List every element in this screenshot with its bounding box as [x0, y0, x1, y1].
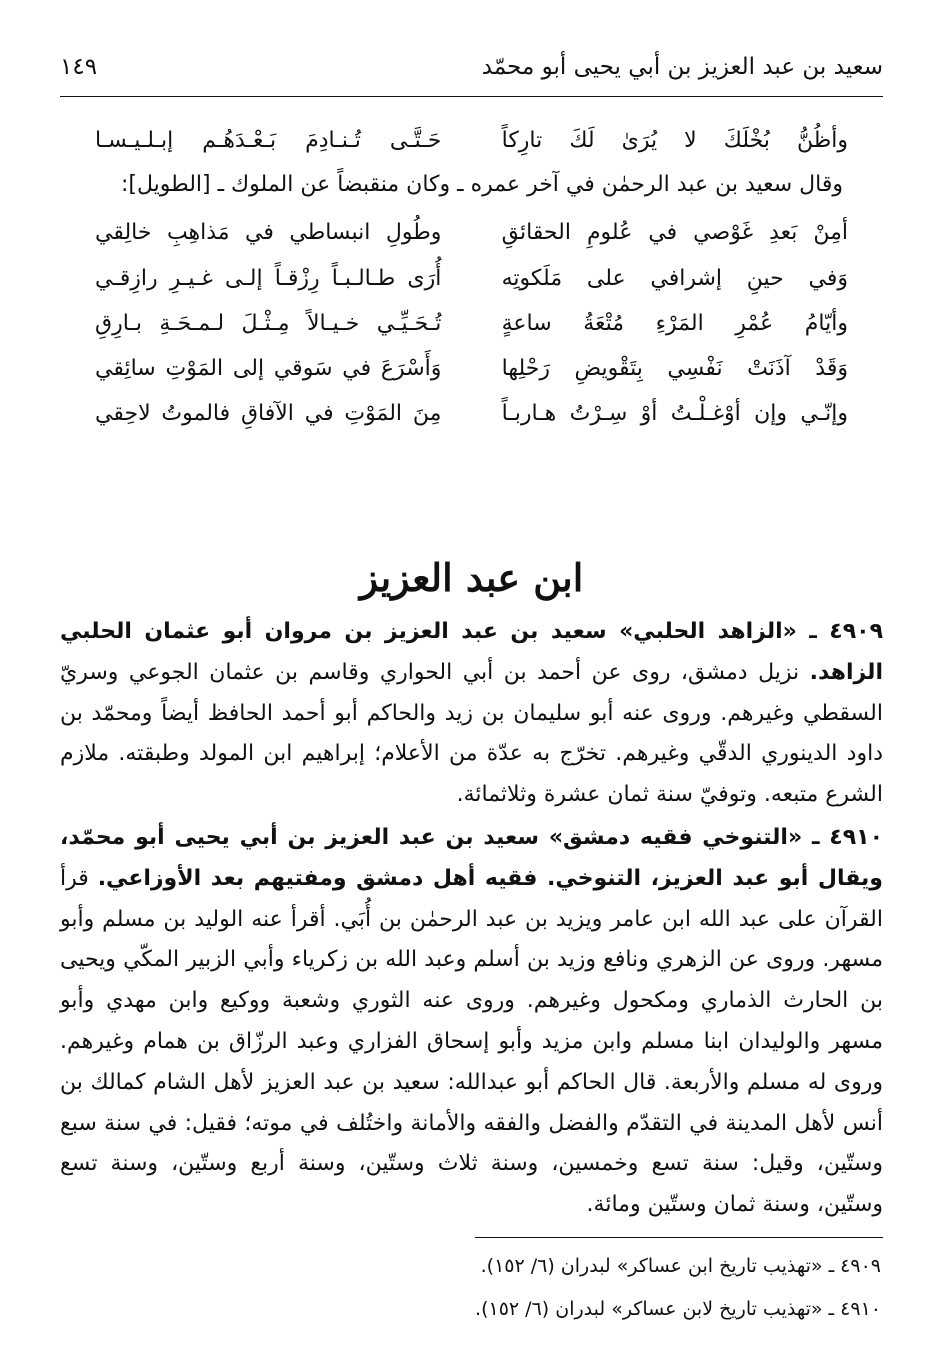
verse-line [95, 130, 848, 152]
verse-first-hemistich: وَقَدْ آذَنَتْ نَفْسِي بِتَقْويضِ رَحْلِها [501, 356, 848, 381]
footnote-rule [475, 1237, 883, 1238]
entry-4910-heading: ٤٩١٠ ـ «التنوخي فقيه دمشق» سعيد بن عبد العزيز بن أبي يحيى أبو محمّد، ويقال أبو عبد العزيز، التنوخي. فقيه أهل دمشق ومفتيهم بعد الأوزاعي. [60, 825, 883, 891]
verse-second-hemistich: حَـتَّـى تُـنـادِمَ بَـعْـدَهُـم إبـلـيـسـا [95, 128, 442, 153]
entry-4910-body: قرأ القرآن على عبد الله ابن عامر ويزيد بن عبد الرحمٰن بن أُبَي. أقرأ عنه الوليد بن مسلم وأبو مسهر. وروى عن الزهري ونافع وزيد بن أسلم وعبد الله بن زكرياء وأبي الزبير المكّي ويحيى بن الحارث الذماري ومكحول وغيرهم. وروى عنه الثوري وشعبة ووكيع وابن مهدي وأبو مسهر والوليدان ابنا مسلم وابن مزيد وأبو إسحاق الفزاري وعبد الرزّاق بن همام وغيرهم. وروى له مسلم والأربعة. قال الحاكم أبو عبدالله: سعيد بن عبد العزيز لأهل الشام كمالك بن أنس لأهل المدينة في التقدّم والفضل والفقه والأمانة واختُلف في موته؛ فقيل: في سنة سبع وستّين، وقيل: سنة تسع وخمسين، وسنة ثلاث وستّين، وسنة أربع وستّين، وسنة تسع وستّين، وسنة ثمان وستّين ومائة. [60, 865, 883, 1218]
footnote-4910: ٤٩١٠ ـ «تهذيب تاريخ لابن عساكر» لبدران (٦/ ١٥٢). [475, 1298, 881, 1320]
entry-4909-heading: ٤٩٠٩ ـ «الزاهد الحلبي» سعيد بن عبد العزيز بن مروان أبو عثمان الحلبي الزاهد. [60, 619, 883, 685]
header-rule [60, 96, 883, 97]
entry-4909 [60, 612, 883, 816]
verse-second-hemistich: وَأَسْرَعَ في سَوقي إلى المَوْتِ سائِقي [95, 356, 442, 381]
entry-4910 [60, 818, 883, 1226]
verse-second-hemistich: تُـحَـيِّـي خـيـالاً مِـثْـلَ لـمـحَـةِ بـارِقِ [95, 311, 442, 336]
verse-first-hemistich: أمِنْ بَعدِ غَوْصي في عُلومِ الحقائقِ [501, 220, 848, 245]
running-title: سعيد بن عبد العزيز بن أبي يحيى أبو محمّد [481, 54, 883, 80]
verse-line [95, 268, 848, 290]
verse-first-hemistich: وَفي حينِ إشرافي على مَلَكوتِه [501, 266, 848, 291]
footnote-4909: ٤٩٠٩ ـ «تهذيب تاريخ ابن عساكر» لبدران (٦/ ١٥٢). [480, 1255, 881, 1277]
poem-intro: وقال سعيد بن عبد الرحمٰن في آخر عمره ـ وكان منقبضاً عن الملوك ـ [الطويل]: [121, 172, 843, 197]
section-title: ابن عبد العزيز [359, 555, 584, 600]
verse-first-hemistich: وأظُنُّ بُخْلَكَ لا يُرَىٰ لَكَ تارِكاً [501, 128, 848, 153]
running-header [60, 54, 883, 80]
entry-4909-body: نزيل دمشق، روى عن أحمد بن أبي الحواري وقاسم بن عثمان الجوعي وسريّ السقطي وغيرهم. وروى عنه أبو سليمان بن زيد والحاكم أبو أحمد الحافظ أيضاً ومحمّد بن داود الدينوري الدقّي وغيرهم. تخرّج به عدّة من الأعلام؛ إبراهيم ابن المولد وطبقته. ملازم الشرع متبعه. وتوفيّ سنة ثمان عشرة وثلاثمائة. [60, 659, 883, 808]
verse-first-hemistich: وأيّامُ عُمْرِ المَرْءِ مُتْعَةُ ساعةٍ [501, 311, 848, 336]
verse-first-hemistich: وإنّـي وإن أوْغـلْـتُ أوْ سِـرْتُ هـاربـاً [501, 401, 848, 426]
verse-second-hemistich: مِنَ المَوْتِ في الآفاقِ فالموتُ لاحِقي [95, 401, 442, 426]
page-number: ١٤٩ [60, 54, 98, 80]
verse-line [95, 222, 848, 244]
verse-second-hemistich: وطُولِ انبساطي في مَذاهِبِ خالِقي [95, 220, 442, 245]
verse-line [95, 358, 848, 380]
verse-second-hemistich: أُرَى طـالـبـاً رِزْقـاً إلـى غـيـرِ رازِقـي [95, 266, 442, 291]
verse-line [95, 313, 848, 335]
verse-line [95, 403, 848, 425]
